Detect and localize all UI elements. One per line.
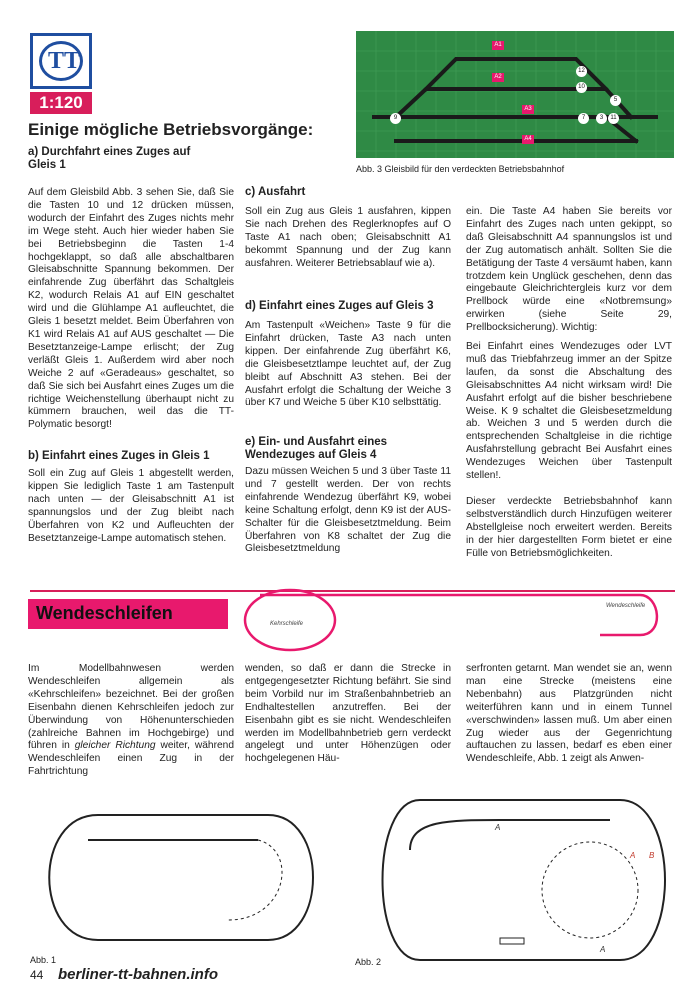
abb2-caption: Abb. 2 [355, 957, 382, 967]
track-label-a2: A2 [492, 73, 504, 82]
abb1-hidden-loop [228, 840, 282, 920]
page-heading: Einige mögliche Betriebsvorgänge: [28, 120, 314, 139]
section-b-text: Soll ein Zug auf Gleis 1 abgestellt werden, kippen Sie lediglich Taste 1 am Tastenpult nach unten — der Gleisabschnitt A1 ist spannungslos und der Zug bleibt nach Überfahren von K2 und Aufleuchten der Besetztanzeige-Lampe automatisch stehen. [28, 468, 234, 544]
wendeschleifen-title: Wendeschleifen [36, 603, 173, 623]
track-label-a4: A4 [522, 135, 534, 144]
section-d-text: Am Tastenpult «Weichen» Taste 9 für die Einfahrt drücken, Taste A3 nach unten kippen. Der einfahrende Zug überfährt K6, die Gleisbesetztlampe leuchtet auf, der Zug bleibt auf Abschnitt A3 stehen. Bei der Ausfahrt erfolgt die Schaltung der Weiche 3 über K7 und Weiche 5 über K10 selbsttätig. [245, 320, 451, 409]
loop-illustration [240, 575, 680, 655]
switch-label-12: 12 [576, 66, 587, 77]
tt-logo [30, 33, 92, 89]
abb2-inner-track [410, 820, 610, 850]
page-number: 44 [30, 968, 44, 982]
section-c-text: Soll ein Zug aus Gleis 1 ausfahren, kippen Sie nach Drehen des Reglerknopfes auf O Taste A1 nach oben; Gleisabschnitt A1 bekommt Spannung und der Zug kann ausfahren. Weiterer Betriebsablauf wie a). [245, 206, 451, 269]
abb2-label-a1: A [495, 823, 501, 832]
column3-text-3: Dieser verdeckte Betriebsbahnhof kann selbstverständlich durch Hinzufügen weiterer Abstellgleise noch erweitert werden. Bereits in der hier dargestellten Form bietet er eine Fülle von Betriebsmöglichkeiten. [466, 496, 672, 559]
wende-col2-text: wenden, so daß er dann die Strecke in entgegengesetzter Richtung befährt. Sie sind beim Vorbild nur im Straßenbahnbetrieb an Endhaltestellen anzutreffen. Bei der Eisenbahn gibt es sie nicht. Wendeschleifen werden im Modellbahnbetrieb gern verdeckt angelegt und unter Höhenzügen oder hochgelegenen Häu- [245, 663, 451, 765]
abb2-outer-track [383, 800, 666, 960]
source-url: berliner-tt-bahnen.info [58, 966, 218, 983]
switch-label-7: 7 [578, 113, 589, 124]
tt-logo-monogram: TT [47, 48, 80, 74]
switch-label-9: 9 [390, 113, 401, 124]
figure3-caption: Abb. 3 Gleisbild für den verdeckten Betriebsbahnhof [356, 164, 565, 174]
wendeschleife-label: Wendeschleife [606, 603, 646, 609]
column3-text-1: ein. Die Taste A4 haben Sie bereits vor Einfahrt des Zuges nach unten gekippt, so daß Gleisabschnitt A4 spannungslos ist und der Zug automatisch anhält. Sollten Sie die Betätigung der Taste 4 versäumt haben, kann trotzdem kein Unglück geschehen, denn das eingebaute Gleichrichtergleis kurz vor dem Prellbock würde eine «Notbremsung» erwirken (siehe Seite 29, Prellbocksicherung). Wichtig: [466, 206, 672, 334]
figure-abb1 [28, 800, 343, 960]
section-b-title: b) Einfahrt eines Zuges in Gleis 1 [28, 450, 210, 462]
section-a-text: Auf dem Gleisbild Abb. 3 sehen Sie, daß Sie die Tasten 10 und 12 drücken müssen, wodurch der Einfahrt des Zuges nichts mehr im Wege steht. Auch hier wieder haben Sie bei Betriebsbeginn die Tasten 1-4 hochgeklappt, so daß alle abschaltbaren Gleisabschnitte Spannung bekommen. Der einfahrende Zug überfährt das Schaltgleis K2, wodurch Relais A1 auf EIN geschaltet wird und die Glühlampe A1 aufleuchtet, die Gleis 1 besetzt meldet. Beim Überfahren von K1 wird Relais A1 auf AUS geschaltet — Die Besetztanzeige-Lampe erlischt; der Zug verläßt Gleis 1. Außerdem wird aber noch Weiche 2 auf «Geradeaus» geschaltet, so daß Sie sich bei Ausfahrt eines Zuges um die richtige Weichenstellung überhaupt nicht zu kümmern brauchen, weil das die TT-Polymatic besorgt! [28, 187, 234, 431]
tt-logo-ring [39, 41, 83, 81]
abb2-label-b: B [649, 851, 655, 860]
track-label-a3: A3 [522, 105, 534, 114]
section-c-title: c) Ausfahrt [245, 186, 306, 198]
abb1-oval-track [49, 815, 313, 940]
wendeschleife-path [260, 595, 657, 635]
switch-label-5: 5 [610, 95, 621, 106]
wende-col1-text [28, 663, 234, 779]
switch-label-3: 3 [596, 113, 607, 124]
abb2-label-a2: A [630, 851, 636, 860]
abb2-hidden-loop [542, 842, 638, 938]
section-e-text: Dazu müssen Weichen 5 und 3 über Taste 11 und 7 gestellt werden. Der von rechts einfahrende Wendezug überfährt K9, wobei keine Schaltung erfolgt, denn K9 ist der AUS-Schalter für die Gleisbesetztmeldung. Beim Überfahren von K8 schaltet der Zug die Gleisbesetztmeldung [245, 466, 451, 555]
section-a-title: a) Durchfahrt eines Zuges auf Gleis 1 [28, 146, 191, 171]
wende-col3-text: serfronten getarnt. Man wendet sie an, wenn man eine Strecke (meistens eine Nebenbahn) aus Platzgründen nicht weiterführen kann und in einem Tunnel «verschwinden» lassen muß. Um aber einen Zug wieder aus der Gegenrichtung auftauchen zu lassen, bedarf es eben einer Wendeschleife, Abb. 1 zeigt als Anwen- [466, 663, 672, 765]
wende-col1-part-a: Im Modellbahnwesen werden Wendeschleifen allgemein als «Kehrschleifen» bezeichnet. Bei der großen Eisenbahn dienen Kehrschleifen jedoch zur Überwindung von Höhenunterschieden (zahlreiche Bahnen im Hochgebirge) und führen in [28, 663, 234, 752]
section-e-title: e) Ein- und Ausfahrt eines Wendezuges auf Gleis 4 [245, 436, 388, 461]
wende-col1-emphasis: gleicher Richtung [74, 740, 156, 752]
switch-label-11: 11 [608, 113, 619, 124]
abb2-platform [500, 938, 524, 944]
track-label-a1: A1 [492, 41, 504, 50]
scale-badge: 1:120 [30, 92, 92, 114]
kehrschleife-label: Kehrschleife [270, 621, 304, 627]
track-label-layer [356, 31, 674, 158]
figure-abb2 [380, 790, 680, 970]
wende-col1-part-b: weiter, während Wendeschleifen einen Zug in der Fahrtrichtung [28, 740, 234, 778]
abb1-caption: Abb. 1 [30, 955, 57, 965]
section-d-title: d) Einfahrt eines Zuges auf Gleis 3 [245, 300, 434, 312]
column3-text-2: Bei Einfahrt eines Wendezuges oder LVT muß das Triebfahrzeug immer an der Spitze laufen, da sonst die Abschaltung des Gleisabschnittes A4 nicht wirksam wird! Die Ausfahrt erfolgt auf die bisher beschriebene Weise. K 9 schaltet die Gleisbesetzmeldung ab. Weichen 3 und 5 werden durch die entsprechenden Schaltgleise in die richtige Ausfahrstellung gebracht Bei Ausfahrt eines Wendezuges Weichen über Tastenpult stellen!. [466, 341, 672, 482]
kehrschleife-loop [245, 590, 335, 650]
switch-label-10: 10 [576, 82, 587, 93]
abb2-label-a3: A [600, 945, 606, 954]
